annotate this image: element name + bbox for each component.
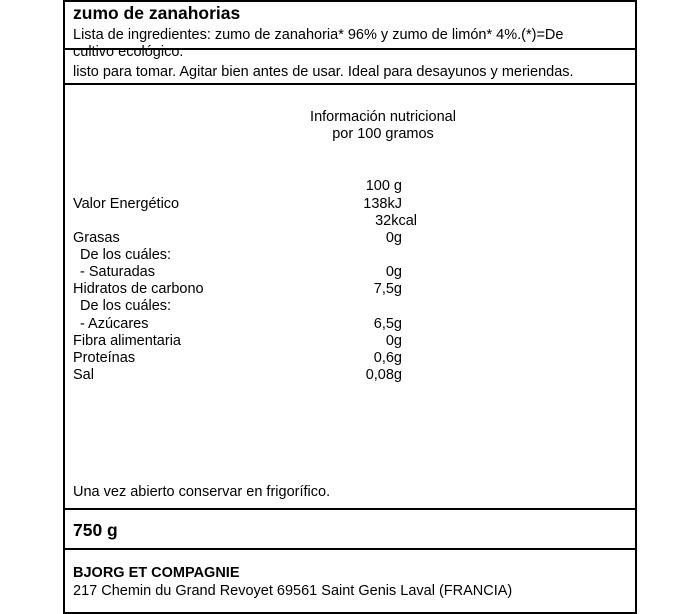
row-protein-label: Proteínas bbox=[73, 350, 136, 366]
storage-text: Una vez abierto conservar en frigorífico. bbox=[73, 484, 331, 500]
row-energy-kcal: 32kcal bbox=[375, 213, 417, 229]
divider-weight bbox=[63, 548, 637, 550]
nutrition-heading: Información nutricional bbox=[310, 109, 456, 125]
row-salt-label: Sal bbox=[73, 367, 94, 383]
company-address: 217 Chemin du Grand Revoyet 69561 Saint Genis Laval (FRANCIA) bbox=[73, 583, 513, 599]
row-sugars-label: - Azúcares bbox=[80, 316, 149, 332]
row-carbs-label: Hidratos de carbono bbox=[73, 281, 204, 297]
row-energy-label: Valor Energético bbox=[73, 196, 180, 212]
divider-usage bbox=[63, 83, 637, 85]
row-saturated-label: - Saturadas bbox=[80, 264, 155, 280]
row-carbs-value: 7,5g bbox=[373, 281, 402, 297]
company-name: BJORG ET COMPAGNIE bbox=[73, 565, 240, 581]
row-carbs-of-which-label: De los cuáles: bbox=[80, 298, 172, 314]
product-title: zumo de zanahorias bbox=[73, 3, 241, 23]
row-fat-of-which-label: De los cuáles: bbox=[80, 247, 172, 263]
row-energy-kj: 138kJ bbox=[363, 196, 402, 212]
row-protein-value: 0,6g bbox=[373, 350, 402, 366]
ingredients-line-1: Lista de ingredientes: zumo de zanahoria* 96% y zumo de limón* 4%.(*)=De bbox=[73, 27, 564, 43]
ingredients-line-2: cultivo ecológico. bbox=[73, 44, 184, 60]
usage-text: listo para tomar. Agitar bien antes de usar. Ideal para desayunos y meriendas. bbox=[73, 64, 574, 80]
column-header: 100 g bbox=[365, 178, 402, 194]
row-fibre-label: Fibra alimentaria bbox=[73, 333, 181, 349]
row-fibre-value: 0g bbox=[385, 333, 402, 349]
row-saturated-value: 0g bbox=[385, 264, 402, 280]
nutrition-subheading: por 100 gramos bbox=[332, 126, 434, 142]
row-fat-label: Grasas bbox=[73, 230, 120, 246]
divider-storage bbox=[63, 508, 637, 510]
net-weight: 750 g bbox=[73, 520, 118, 540]
row-sugars-value: 6,5g bbox=[373, 316, 402, 332]
row-salt-value: 0,08g bbox=[365, 367, 402, 383]
row-fat-value: 0g bbox=[385, 230, 402, 246]
